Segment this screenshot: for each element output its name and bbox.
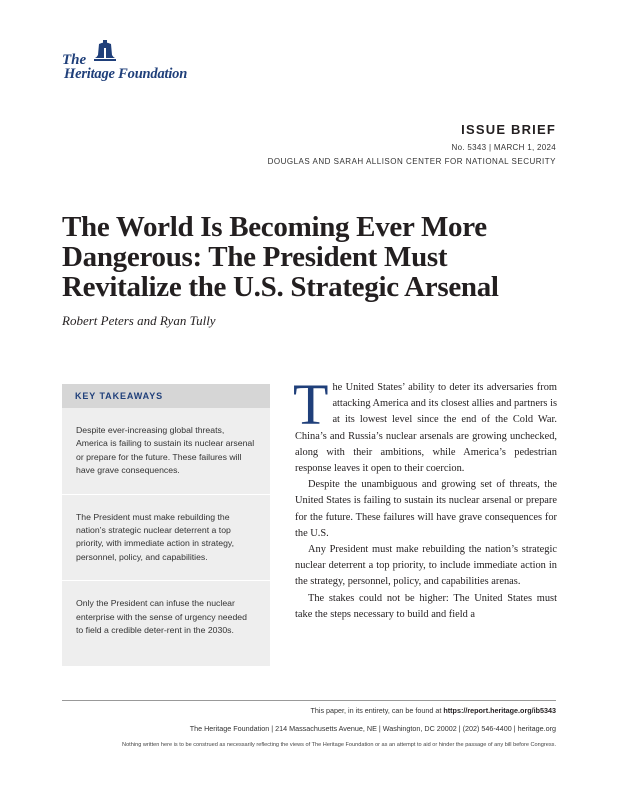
heritage-logo <box>62 40 222 84</box>
body-paragraph: Any President must make rebuilding the nation’s strategic nuclear deterrent a top priority, to include immediate action in the strategy, personnel, policy, and capabilities arenas. <box>295 544 557 588</box>
body-paragraph: Despite the unambiguous and growing set of threats, the United States is failing to sustain its nuclear arsenal or prepare for the future. These failures will have grave consequences for the U.S. <box>295 479 557 539</box>
research-center: DOUGLAS AND SARAH ALLISON CENTER FOR NATIONAL SECURITY <box>267 157 556 166</box>
key-takeaways-box <box>62 384 270 666</box>
body-text <box>293 372 557 623</box>
body-paragraph: The stakes could not be higher: The United States must take the steps necessary to build and field a <box>295 592 557 620</box>
takeaway-item: Only the President can infuse the nuclear enterprise with the sense of urgency needed to field a credible deter-rent in the 2030s. <box>76 598 247 636</box>
document-number-date: No. 5343 | MARCH 1, 2024 <box>451 143 556 152</box>
report-link[interactable]: https://report.heritage.org/ib5343 <box>443 706 556 715</box>
drop-cap: T <box>293 372 329 437</box>
logo-line1: The <box>62 52 87 68</box>
footer-divider <box>62 700 556 701</box>
liberty-bell-icon <box>94 40 116 62</box>
logo-line2: Heritage Foundation <box>64 66 188 82</box>
brief-header <box>268 122 556 166</box>
footer-address: The Heritage Foundation | 214 Massachusetts Avenue, NE | Washington, DC 20002 | (202) 546-4400 | heritage.org <box>189 724 556 733</box>
authors: Robert Peters and Ryan Tully <box>62 313 216 328</box>
footer-disclaimer: Nothing written here is to be construed as necessarily reflecting the views of The Heritage Foundation or as an attempt to aid or hinder the passage of any bill before Congress. <box>122 742 556 748</box>
footer-report-link-line: This paper, in its entirety, can be found at https://report.heritage.org/ib5343 <box>310 706 556 715</box>
takeaway-item: Despite ever-increasing global threats, America is failing to sustain its nuclear arsenal or prepare for the future. These failures will have grave consequences. <box>76 425 255 476</box>
document-title: The World Is Becoming Ever More Dangerous: The President Must Revitalize the U.S. Strategic Arsenal <box>62 211 499 303</box>
takeaway-item: The President must make rebuilding the nation’s strategic nuclear deterrent a top priority, with immediate action in strategy, personnel, policy, and capabilities. <box>76 511 235 562</box>
body-paragraph: The United States’ ability to deter its adversaries from attacking America and its closest allies and partners is at its lowest level since the end of the Cold War. China’s and Russia’s nuclear arsenals are growing unchecked, along with their ambitions, while America’s pedestrian response leaves it open to their coercion. <box>293 372 557 475</box>
document-type: ISSUE BRIEF <box>461 122 556 137</box>
key-takeaways-heading: KEY TAKEAWAYS <box>62 384 270 408</box>
